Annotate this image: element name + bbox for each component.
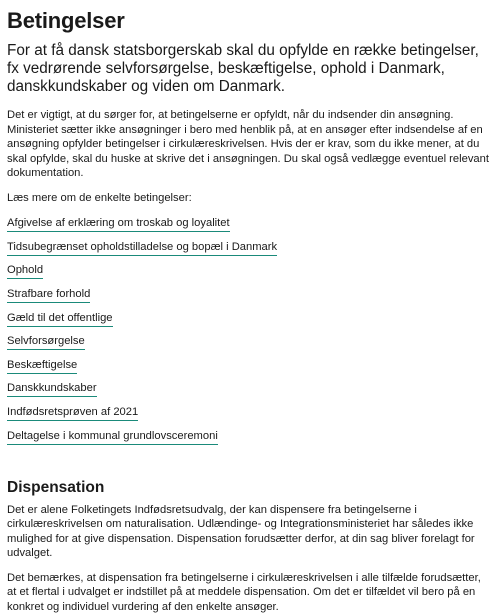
link-residence-permit[interactable]: Tidsubegrænset opholdstilladelse og bopæl i Danmark xyxy=(7,241,277,256)
page-title: Betingelser xyxy=(7,8,125,33)
read-more-label: Læs mere om de enkelte betingelser: xyxy=(7,191,192,204)
list-item xyxy=(7,213,493,237)
list-item xyxy=(7,284,493,308)
conditions-link-list xyxy=(7,213,493,449)
link-danish-skills[interactable]: Danskkundskaber xyxy=(7,382,97,397)
link-employment[interactable]: Beskæftigelse xyxy=(7,359,77,374)
dispensation-paragraph-2: Det bemærkes, at dispensation fra betingelserne i cirkulæreskrivelsen i alle tilfælde forudsætter, at et flertal i udvalget er indstillet på at meddele dispensation. Om det er tilfældet vil bero på en konkret og individuel vurdering af den enkelte ansøger. xyxy=(7,571,481,613)
dispensation-paragraph-1: Det er alene Folketingets Indfødsretsudvalg, der kan dispensere fra betingelserne i cirkulæreskrivelsen om naturalisation. Udlændinge- og Integrationsministeriet har således ikke mulighed for at give dispensation. Dispensation forudsætter derfor, at din sag bliver forelagt for udvalget. xyxy=(7,503,475,560)
link-constitution-ceremony[interactable]: Deltagelse i kommunal grundlovsceremoni xyxy=(7,430,218,445)
list-item xyxy=(7,237,493,261)
link-criminal-offences[interactable]: Strafbare forhold xyxy=(7,288,90,303)
list-item xyxy=(7,402,493,426)
link-citizenship-test[interactable]: Indfødsretsprøven af 2021 xyxy=(7,406,138,421)
list-item xyxy=(7,260,493,284)
list-item xyxy=(7,425,493,449)
intro-paragraph: Det er vigtigt, at du sørger for, at betingelserne er opfyldt, når du indsender din ansøgning. Ministeriet sætter ikke ansøgninger i bero med henblik på, at en ansøger efter indsendelse af en ansøgning opfylder betingelser i cirkulæreskrivelsen. Hvis der er krav, som du ikke mener, at du skal opfylde, skal du huske at skrive det i ansøgningen. Du skal også vedlægge eventuel relevant dokumentation. xyxy=(7,109,489,179)
link-self-support[interactable]: Selvforsørgelse xyxy=(7,335,85,350)
list-item xyxy=(7,355,493,379)
lead-paragraph: For at få dansk statsborgerskab skal du opfylde en række betingelser, fx vedrørende selvforsørgelse, beskæftigelse, ophold i Danmark, danskkundskaber og viden om Danmark. xyxy=(7,42,479,95)
link-residence[interactable]: Ophold xyxy=(7,264,43,279)
dispensation-heading: Dispensation xyxy=(7,478,105,496)
list-item xyxy=(7,331,493,355)
list-item xyxy=(7,378,493,402)
link-public-debt[interactable]: Gæld til det offentlige xyxy=(7,312,113,327)
link-loyalty-declaration[interactable]: Afgivelse af erklæring om troskab og loyalitet xyxy=(7,217,230,232)
list-item xyxy=(7,307,493,331)
